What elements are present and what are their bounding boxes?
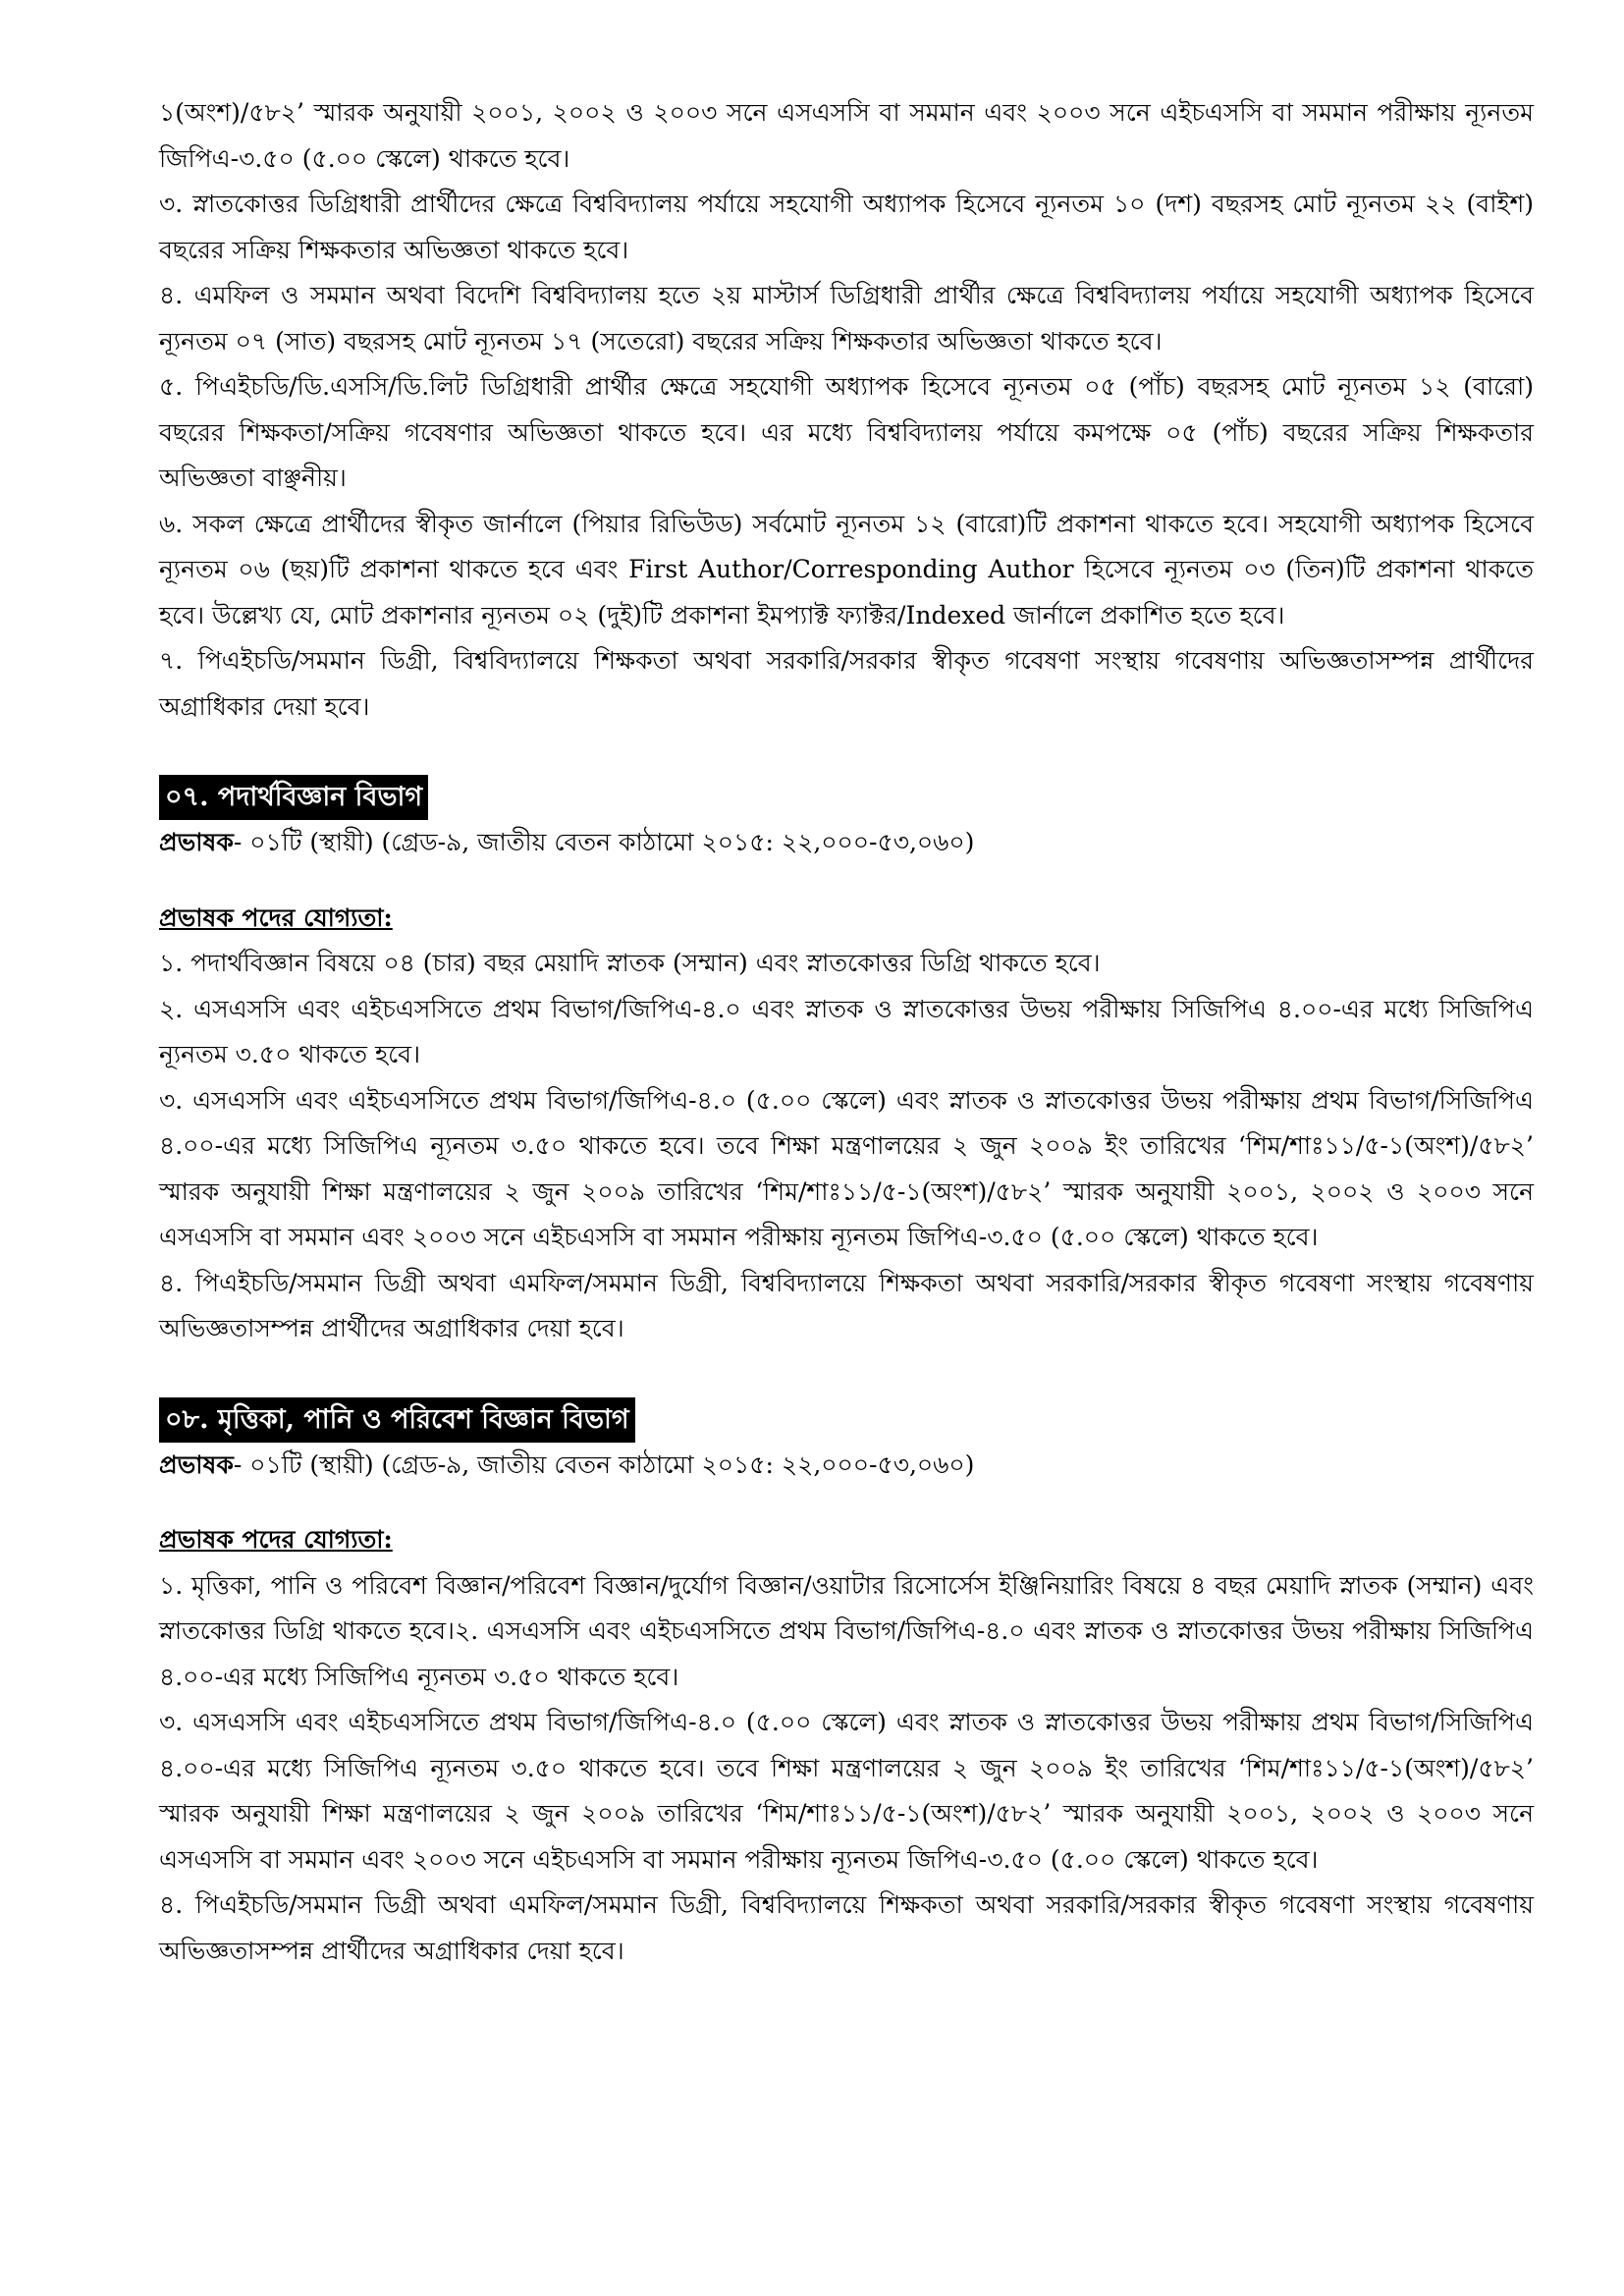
qualification-item: ৩. এসএসসি এবং এইচএসসিতে প্রথম বিভাগ/জিপিএ-৪.০ (৫.০০ স্কেলে) এবং স্নাতক ও স্নাতকোত্তর উভয় পরীক্ষায় প্রথম বিভাগ/সিজিপিএ ৪.০০-এর মধ্যে সিজিপিএ ন্যূনতম ৩.৫০ থাকতে হবে। তবে শিক্ষা মন্ত্রণালয়ের ২ জুন ২০০৯ ইং তারিখের ‘শিম/শাঃ১১/৫-১(অংশ)/৫৮২’ স্মারক অনুযায়ী শিক্ষা মন্ত্রণালয়ের ২ জুন ২০০৯ তারিখের ‘শিম/শাঃ১১/৫-১(অংশ)/৫৮২’ স্মারক অনুযায়ী ২০০১, ২০০২ ও ২০০৩ সনে এসএসসি বা সমমান এবং ২০০৩ সনে এইচএসসি বা সমমান পরীক্ষায় ন্যূনতম জিপিএ-৩.৫০ (৫.০০ স্কেলে) থাকতে হবে। [159, 1085, 1534, 1251]
spacer [159, 730, 1534, 775]
qualification-heading: প্রভাষক পদের যোগ্যতা: [159, 1525, 393, 1554]
post-title: প্রভাষক [159, 1449, 234, 1479]
dept-soil-water-environment-section [159, 1397, 1534, 1975]
dept-heading: ০৮. মৃত্তিকা, পানি ও পরিবেশ বিজ্ঞান বিভাগ [159, 1397, 635, 1443]
previous-dept-qualifications [159, 90, 1534, 730]
qualification-item: ১. পদার্থবিজ্ঞান বিষয়ে ০৪ (চার) বছর মেয়াদি স্নাতক (সম্মান) এবং স্নাতকোত্তর ডিগ্রি থাকতে হবে। [159, 949, 1101, 977]
qualification-item: ৩. এসএসসি এবং এইচএসসিতে প্রথম বিভাগ/জিপিএ-৪.০ (৫.০০ স্কেলে) এবং স্নাতক ও স্নাতকোত্তর উভয় পরীক্ষায় প্রথম বিভাগ/সিজিপিএ ৪.০০-এর মধ্যে সিজিপিএ ন্যূনতম ৩.৫০ থাকতে হবে। তবে শিক্ষা মন্ত্রণালয়ের ২ জুন ২০০৯ ইং তারিখের ‘শিম/শাঃ১১/৫-১(অংশ)/৫৮২’ স্মারক অনুযায়ী শিক্ষা মন্ত্রণালয়ের ২ জুন ২০০৯ তারিখের ‘শিম/শাঃ১১/৫-১(অংশ)/৫৮২’ স্মারক অনুযায়ী ২০০১, ২০০২ ও ২০০৩ সনে এসএসসি বা সমমান এবং ২০০৩ সনে এইচএসসি বা সমমান পরীক্ষায় ন্যূনতম জিপিএ-৩.৫০ (৫.০০ স্কেলে) থাকতে হবে। [159, 1708, 1534, 1874]
post-detail: - ০১টি (স্থায়ী) (গ্রেড-৯, জাতীয় বেতন কাঠামো ২০১৫: ২২,০০০-৫৩,০৬০) [233, 828, 975, 856]
post-title: প্রভাষক [159, 828, 234, 856]
qualification-item: ১. মৃত্তিকা, পানি ও পরিবেশ বিজ্ঞান/পরিবেশ বিজ্ঞান/দুর্যোগ বিজ্ঞান/ওয়াটার রিসোর্সেস ইঞ্জিনিয়ারিং বিষয়ে ৪ বছর মেয়াদি স্নাতক (সম্মান) এবং স্নাতকোত্তর ডিগ্রি থাকতে হবে।২. এসএসসি এবং এইচএসসিতে প্রথম বিভাগ/জিপিএ-৪.০ এবং স্নাতক ও স্নাতকোত্তর উভয় পরীক্ষায় সিজিপিএ ৪.০০-এর মধ্যে সিজিপিএ ন্যূনতম ৩.৫০ থাকতে হবে। [159, 1570, 1534, 1691]
qualification-item: ৭. পিএইচডি/সমমান ডিগ্রী, বিশ্ববিদ্যালয়ে শিক্ষকতা অথবা সরকারি/সরকার স্বীকৃত গবেষণা সংস্থায় গবেষণায় অভিজ্ঞতাসম্পন্ন প্রার্থীদের অগ্রাধিকার দেয়া হবে। [159, 646, 1534, 721]
spacer [159, 866, 1534, 896]
qualification-heading: প্রভাষক পদের যোগ্যতা: [159, 902, 393, 932]
spacer [159, 1352, 1534, 1397]
qualification-item: ৪. পিএইচডি/সমমান ডিগ্রী অথবা এমফিল/সমমান ডিগ্রী, বিশ্ববিদ্যালয়ে শিক্ষকতা অথবা সরকারি/সরকার স্বীকৃত গবেষণা সংস্থায় গবেষণায় অভিজ্ঞতাসম্পন্ন প্রার্থীদের অগ্রাধিকার দেয়া হবে। [159, 1268, 1534, 1342]
document-page [159, 90, 1534, 1974]
dept-physics-section [159, 775, 1534, 1352]
spacer [159, 1488, 1534, 1517]
post-line [159, 1443, 1534, 1489]
qualification-item: ৪. পিএইচডি/সমমান ডিগ্রী অথবা এমফিল/সমমান ডিগ্রী, বিশ্ববিদ্যালয়ে শিক্ষকতা অথবা সরকারি/সরকার স্বীকৃত গবেষণা সংস্থায় গবেষণায় অভিজ্ঞতাসম্পন্ন প্রার্থীদের অগ্রাধিকার দেয়া হবে। [159, 1890, 1534, 1965]
post-detail: - ০১টি (স্থায়ী) (গ্রেড-৯, জাতীয় বেতন কাঠামো ২০১৫: ২২,০০০-৫৩,০৬০) [233, 1449, 975, 1479]
qualification-item: ২. এসএসসি এবং এইচএসসিতে প্রথম বিভাগ/জিপিএ-৪.০ এবং স্নাতক ও স্নাতকোত্তর উভয় পরীক্ষায় সিজিপিএ ৪.০০-এর মধ্যে সিজিপিএ ন্যূনতম ৩.৫০ থাকতে হবে। [159, 994, 1534, 1068]
qualification-item: ৫. পিএইচডি/ডি.এসসি/ডি.লিট ডিগ্রিধারী প্রার্থীর ক্ষেত্রে সহযোগী অধ্যাপক হিসেবে ন্যূনতম ০৫ (পাঁচ) বছরসহ মোট ন্যূনতম ১২ (বারো) বছরের শিক্ষকতা/সক্রিয় গবেষণার অভিজ্ঞতা থাকতে হবে। এর মধ্যে বিশ্ববিদ্যালয় পর্যায়ে কমপক্ষে ০৫ (পাঁচ) বছরের সক্রিয় শিক্ষকতার অভিজ্ঞতা বাঞ্ছনীয়। [159, 372, 1534, 492]
dept-heading: ০৭. পদার্থবিজ্ঞান বিভাগ [159, 775, 428, 820]
qualification-item: ৪. এমফিল ও সমমান অথবা বিদেশি বিশ্ববিদ্যালয় হতে ২য় মাস্টার্স ডিগ্রিধারী প্রার্থীর ক্ষেত্রে বিশ্ববিদ্যালয় পর্যায়ে সহযোগী অধ্যাপক হিসেবে ন্যূনতম ০৭ (সাত) বছরসহ মোট ন্যূনতম ১৭ (সতেরো) বছরের সক্রিয় শিক্ষকতার অভিজ্ঞতা থাকতে হবে। [159, 281, 1534, 355]
post-line [159, 820, 1534, 866]
qualification-item: ৬. সকল ক্ষেত্রে প্রার্থীদের স্বীকৃত জার্নালে (পিয়ার রিভিউড) সর্বমোট ন্যূনতম ১২ (বারো)টি প্রকাশনা থাকতে হবে। সহযোগী অধ্যাপক হিসেবে ন্যূনতম ০৬ (ছয়)টি প্রকাশনা থাকতে হবে এবং First Author/Corresponding Author হিসেবে ন্যূনতম ০৩ (তিন)টি প্রকাশনা থাকতে হবে। উল্লেখ্য যে, মোট প্রকাশনার ন্যূনতম ০২ (দুই)টি প্রকাশনা ইমপ্যাক্ট ফ্যাক্টর/Indexed জার্নালে প্রকাশিত হতে হবে। [159, 509, 1534, 629]
qualification-item: ৩. স্নাতকোত্তর ডিগ্রিধারী প্রার্থীদের ক্ষেত্রে বিশ্ববিদ্যালয় পর্যায়ে সহযোগী অধ্যাপক হিসেবে ন্যূনতম ১০ (দশ) বছরসহ মোট ন্যূনতম ২২ (বাইশ) বছরের সক্রিয় শিক্ষকতার অভিজ্ঞতা থাকতে হবে। [159, 190, 1534, 264]
qualification-item: ১(অংশ)/৫৮২’ স্মারক অনুযায়ী ২০০১, ২০০২ ও ২০০৩ সনে এসএসসি বা সমমান এবং ২০০৩ সনে এইচএসসি বা সমমান পরীক্ষায় ন্যূনতম জিপিএ-৩.৫০ (৫.০০ স্কেলে) থাকতে হবে। [159, 98, 1534, 173]
